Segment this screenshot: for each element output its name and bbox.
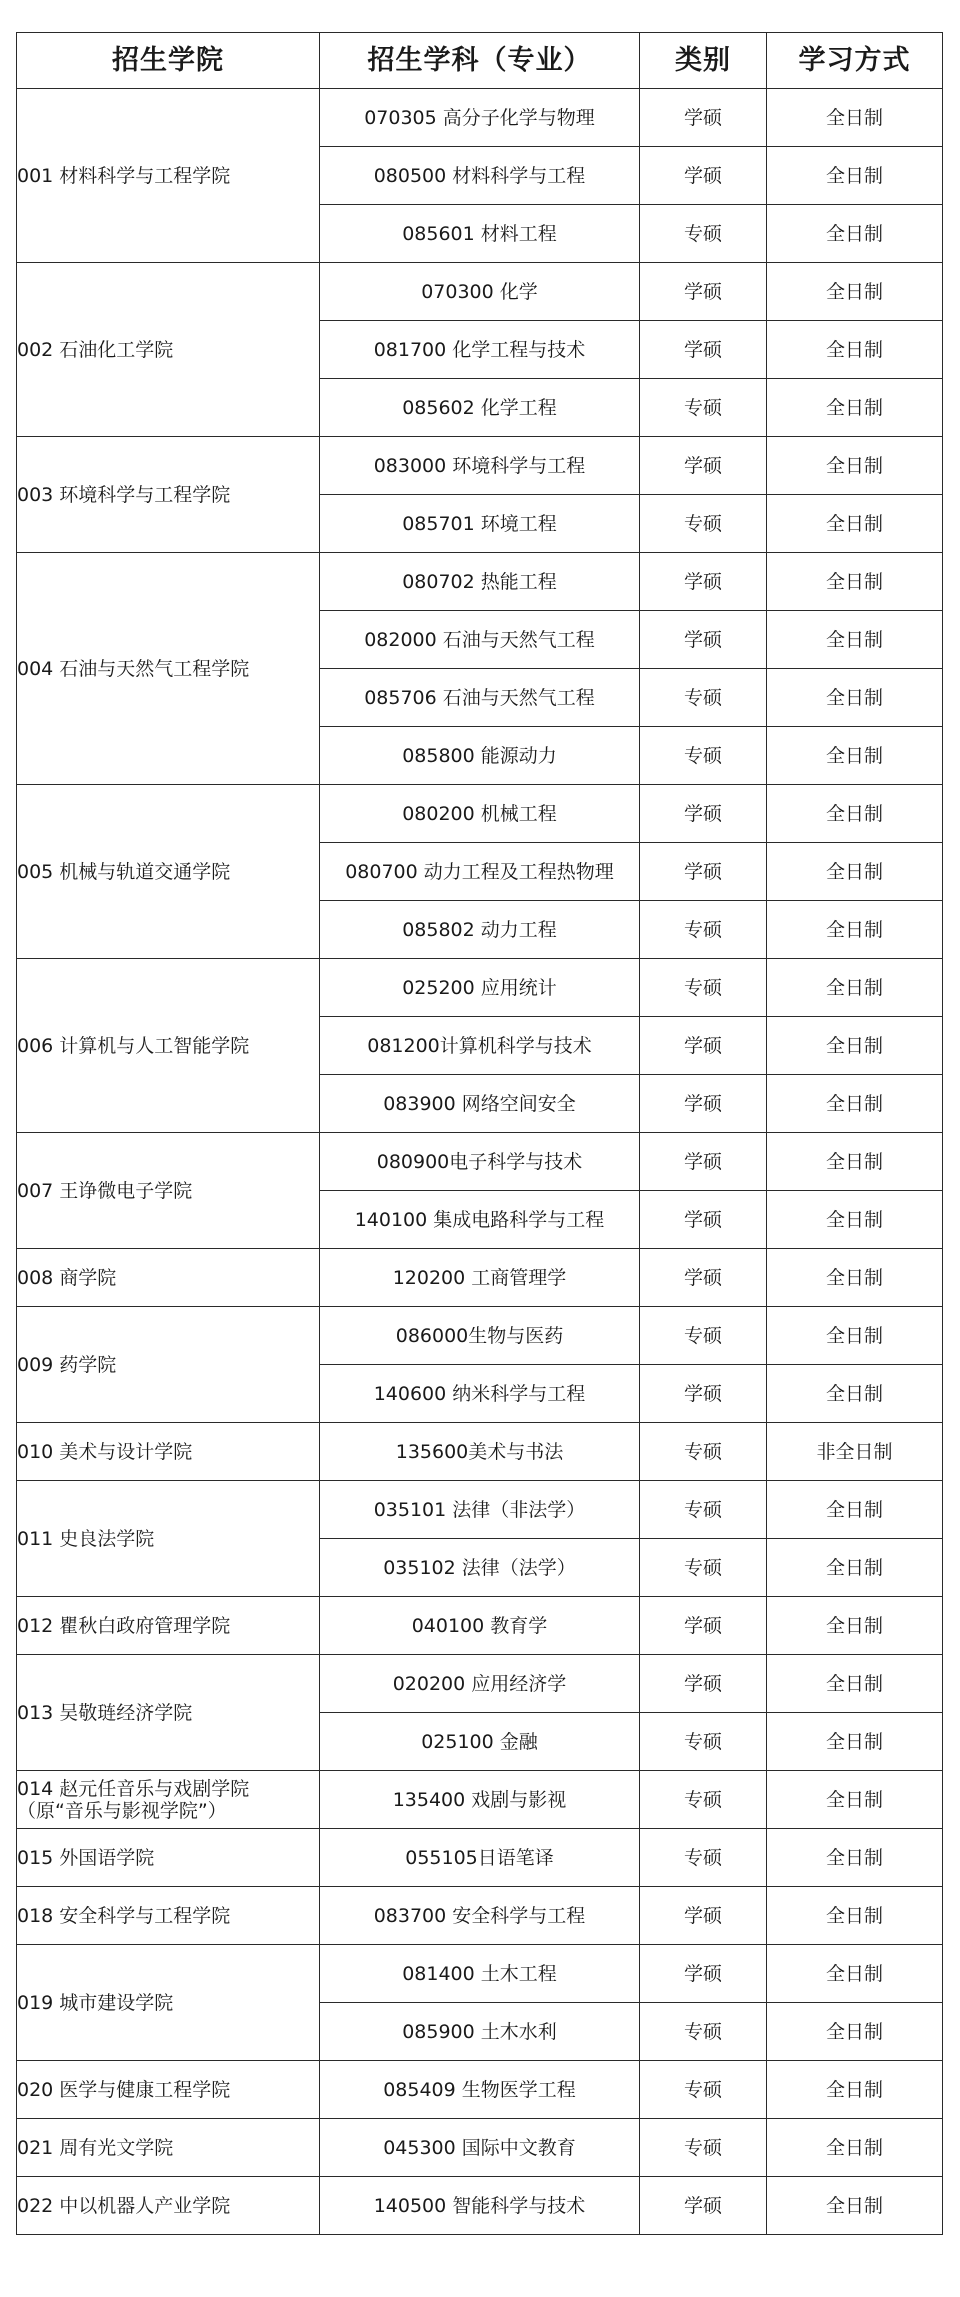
type-cell: 学硕: [640, 1249, 767, 1307]
type-cell: 专硕: [640, 727, 767, 785]
type-cell: 学硕: [640, 1945, 767, 2003]
table-row: [17, 1423, 943, 1481]
major-cell: 082000 石油与天然气工程: [320, 611, 640, 669]
college-name-line: 018 安全科学与工程学院: [17, 1904, 231, 1927]
header-major: 招生学科（专业）: [320, 33, 640, 89]
college-name-line: 004 石油与天然气工程学院: [17, 657, 250, 680]
college-name-line: 006 计算机与人工智能学院: [17, 1034, 250, 1057]
study-mode-cell: 全日制: [767, 1713, 943, 1771]
type-cell: 学硕: [640, 2177, 767, 2235]
table-header: [17, 33, 943, 89]
major-cell: 085601 材料工程: [320, 205, 640, 263]
study-mode-cell: 全日制: [767, 263, 943, 321]
college-name-cell: [17, 1423, 320, 1481]
type-cell: 专硕: [640, 1539, 767, 1597]
study-mode-cell: 全日制: [767, 2119, 943, 2177]
college-name-cell: [17, 263, 320, 437]
type-cell: 学硕: [640, 147, 767, 205]
table-row: [17, 437, 943, 495]
study-mode-cell: 全日制: [767, 1365, 943, 1423]
table-row: [17, 1829, 943, 1887]
type-cell: 学硕: [640, 1075, 767, 1133]
college-name-line: 010 美术与设计学院: [17, 1440, 193, 1463]
type-cell: 学硕: [640, 1191, 767, 1249]
major-cell: 080200 机械工程: [320, 785, 640, 843]
college-name-cell: [17, 437, 320, 553]
major-cell: 135400 戏剧与影视: [320, 1771, 640, 1829]
college-name-cell: [17, 1307, 320, 1423]
college-name-cell: [17, 1945, 320, 2061]
major-cell: 070300 化学: [320, 263, 640, 321]
college-name-line: 020 医学与健康工程学院: [17, 2078, 231, 2101]
study-mode-cell: 全日制: [767, 2003, 943, 2061]
major-cell: 081200计算机科学与技术: [320, 1017, 640, 1075]
major-cell: 085900 土木水利: [320, 2003, 640, 2061]
study-mode-cell: 全日制: [767, 495, 943, 553]
major-cell: 035102 法律（法学）: [320, 1539, 640, 1597]
major-cell: 035101 法律（非法学）: [320, 1481, 640, 1539]
college-name-cell: [17, 1887, 320, 1945]
table-row: [17, 1945, 943, 2003]
major-cell: 080700 动力工程及工程热物理: [320, 843, 640, 901]
table-row: [17, 1481, 943, 1539]
college-name-cell: [17, 89, 320, 263]
major-cell: 135600美术与书法: [320, 1423, 640, 1481]
type-cell: 专硕: [640, 669, 767, 727]
table-row: [17, 89, 943, 147]
table-row: [17, 959, 943, 1017]
header-college: 招生学院: [17, 33, 320, 89]
study-mode-cell: 全日制: [767, 1133, 943, 1191]
college-name-line: 013 吴敬琏经济学院: [17, 1701, 193, 1724]
major-cell: 055105日语笔译: [320, 1829, 640, 1887]
major-cell: 081700 化学工程与技术: [320, 321, 640, 379]
major-cell: 080900电子科学与技术: [320, 1133, 640, 1191]
major-cell: 140100 集成电路科学与工程: [320, 1191, 640, 1249]
college-name-cell: [17, 1829, 320, 1887]
study-mode-cell: 全日制: [767, 1945, 943, 2003]
type-cell: 学硕: [640, 553, 767, 611]
major-cell: 083000 环境科学与工程: [320, 437, 640, 495]
header-study-mode: 学习方式: [767, 33, 943, 89]
study-mode-cell: 全日制: [767, 669, 943, 727]
study-mode-cell: 全日制: [767, 1191, 943, 1249]
study-mode-cell: 全日制: [767, 1307, 943, 1365]
college-name-line: 014 赵元任音乐与戏剧学院: [17, 1777, 250, 1800]
table-row: [17, 1307, 943, 1365]
study-mode-cell: 非全日制: [767, 1423, 943, 1481]
college-name-line: （原“音乐与影视学院”）: [17, 1799, 227, 1822]
study-mode-cell: 全日制: [767, 553, 943, 611]
study-mode-cell: 全日制: [767, 959, 943, 1017]
college-name-line: 015 外国语学院: [17, 1846, 155, 1869]
study-mode-cell: 全日制: [767, 1829, 943, 1887]
type-cell: 学硕: [640, 1133, 767, 1191]
type-cell: 专硕: [640, 959, 767, 1017]
type-cell: 专硕: [640, 379, 767, 437]
major-cell: 085802 动力工程: [320, 901, 640, 959]
table-row: [17, 1655, 943, 1713]
type-cell: 专硕: [640, 1307, 767, 1365]
admissions-table-wrapper: [16, 32, 942, 2235]
study-mode-cell: 全日制: [767, 1655, 943, 1713]
major-cell: 081400 土木工程: [320, 1945, 640, 2003]
college-name-cell: [17, 2061, 320, 2119]
major-cell: 140600 纳米科学与工程: [320, 1365, 640, 1423]
major-cell: 083700 安全科学与工程: [320, 1887, 640, 1945]
major-cell: 086000生物与医药: [320, 1307, 640, 1365]
study-mode-cell: 全日制: [767, 1017, 943, 1075]
type-cell: 学硕: [640, 1655, 767, 1713]
table-row: [17, 1133, 943, 1191]
study-mode-cell: 全日制: [767, 1597, 943, 1655]
college-name-line: 011 史良法学院: [17, 1527, 155, 1550]
study-mode-cell: 全日制: [767, 1249, 943, 1307]
major-cell: 020200 应用经济学: [320, 1655, 640, 1713]
major-cell: 085602 化学工程: [320, 379, 640, 437]
major-cell: 085800 能源动力: [320, 727, 640, 785]
college-name-line: 019 城市建设学院: [17, 1991, 174, 2014]
type-cell: 专硕: [640, 1771, 767, 1829]
table-row: [17, 2061, 943, 2119]
college-name-cell: [17, 553, 320, 785]
college-name-cell: [17, 1655, 320, 1771]
major-cell: 080702 热能工程: [320, 553, 640, 611]
header-type: 类别: [640, 33, 767, 89]
table-row: [17, 1887, 943, 1945]
type-cell: 学硕: [640, 1017, 767, 1075]
study-mode-cell: 全日制: [767, 611, 943, 669]
major-cell: 140500 智能科学与技术: [320, 2177, 640, 2235]
table-row: [17, 1597, 943, 1655]
major-cell: 070305 高分子化学与物理: [320, 89, 640, 147]
major-cell: 025100 金融: [320, 1713, 640, 1771]
college-name-line: 007 王诤微电子学院: [17, 1179, 193, 1202]
table-row: [17, 1249, 943, 1307]
type-cell: 专硕: [640, 205, 767, 263]
header-row: [17, 33, 943, 89]
table-row: [17, 785, 943, 843]
college-name-line: 012 瞿秋白政府管理学院: [17, 1614, 231, 1637]
type-cell: 专硕: [640, 495, 767, 553]
college-name-cell: [17, 1133, 320, 1249]
college-name-cell: [17, 1771, 320, 1829]
college-name-line: 021 周有光文学院: [17, 2136, 174, 2159]
college-name-line: 003 环境科学与工程学院: [17, 483, 231, 506]
major-cell: 085706 石油与天然气工程: [320, 669, 640, 727]
college-name-line: 008 商学院: [17, 1266, 117, 1289]
college-name-cell: [17, 2177, 320, 2235]
college-name-cell: [17, 2119, 320, 2177]
type-cell: 学硕: [640, 1597, 767, 1655]
study-mode-cell: 全日制: [767, 321, 943, 379]
type-cell: 学硕: [640, 1365, 767, 1423]
major-cell: 045300 国际中文教育: [320, 2119, 640, 2177]
college-name-line: 009 药学院: [17, 1353, 117, 1376]
college-name-cell: [17, 1249, 320, 1307]
type-cell: 专硕: [640, 1713, 767, 1771]
study-mode-cell: 全日制: [767, 2061, 943, 2119]
study-mode-cell: 全日制: [767, 843, 943, 901]
type-cell: 专硕: [640, 1481, 767, 1539]
study-mode-cell: 全日制: [767, 1481, 943, 1539]
type-cell: 专硕: [640, 2003, 767, 2061]
study-mode-cell: 全日制: [767, 901, 943, 959]
table-body: [17, 89, 943, 2235]
study-mode-cell: 全日制: [767, 1075, 943, 1133]
type-cell: 学硕: [640, 321, 767, 379]
type-cell: 学硕: [640, 437, 767, 495]
college-name-line: 022 中以机器人产业学院: [17, 2194, 231, 2217]
table-row: [17, 553, 943, 611]
major-cell: 085701 环境工程: [320, 495, 640, 553]
major-cell: 083900 网络空间安全: [320, 1075, 640, 1133]
college-name-line: 005 机械与轨道交通学院: [17, 860, 231, 883]
type-cell: 学硕: [640, 843, 767, 901]
study-mode-cell: 全日制: [767, 727, 943, 785]
type-cell: 专硕: [640, 901, 767, 959]
major-cell: 025200 应用统计: [320, 959, 640, 1017]
college-name-line: 002 石油化工学院: [17, 338, 174, 361]
type-cell: 专硕: [640, 1423, 767, 1481]
type-cell: 专硕: [640, 2061, 767, 2119]
type-cell: 学硕: [640, 785, 767, 843]
college-name-cell: [17, 785, 320, 959]
college-name-cell: [17, 959, 320, 1133]
study-mode-cell: 全日制: [767, 89, 943, 147]
table-row: [17, 263, 943, 321]
type-cell: 专硕: [640, 2119, 767, 2177]
study-mode-cell: 全日制: [767, 379, 943, 437]
study-mode-cell: 全日制: [767, 785, 943, 843]
major-cell: 085409 生物医学工程: [320, 2061, 640, 2119]
college-name-cell: [17, 1481, 320, 1597]
type-cell: 学硕: [640, 1887, 767, 1945]
table-row: [17, 2119, 943, 2177]
college-name-cell: [17, 1597, 320, 1655]
major-cell: 080500 材料科学与工程: [320, 147, 640, 205]
admissions-table: [16, 32, 943, 2235]
study-mode-cell: 全日制: [767, 147, 943, 205]
major-cell: 120200 工商管理学: [320, 1249, 640, 1307]
type-cell: 学硕: [640, 89, 767, 147]
study-mode-cell: 全日制: [767, 1771, 943, 1829]
type-cell: 学硕: [640, 611, 767, 669]
study-mode-cell: 全日制: [767, 2177, 943, 2235]
type-cell: 专硕: [640, 1829, 767, 1887]
table-row: [17, 1771, 943, 1829]
study-mode-cell: 全日制: [767, 437, 943, 495]
type-cell: 学硕: [640, 263, 767, 321]
study-mode-cell: 全日制: [767, 205, 943, 263]
study-mode-cell: 全日制: [767, 1887, 943, 1945]
college-name-line: 001 材料科学与工程学院: [17, 164, 231, 187]
table-row: [17, 2177, 943, 2235]
study-mode-cell: 全日制: [767, 1539, 943, 1597]
major-cell: 040100 教育学: [320, 1597, 640, 1655]
